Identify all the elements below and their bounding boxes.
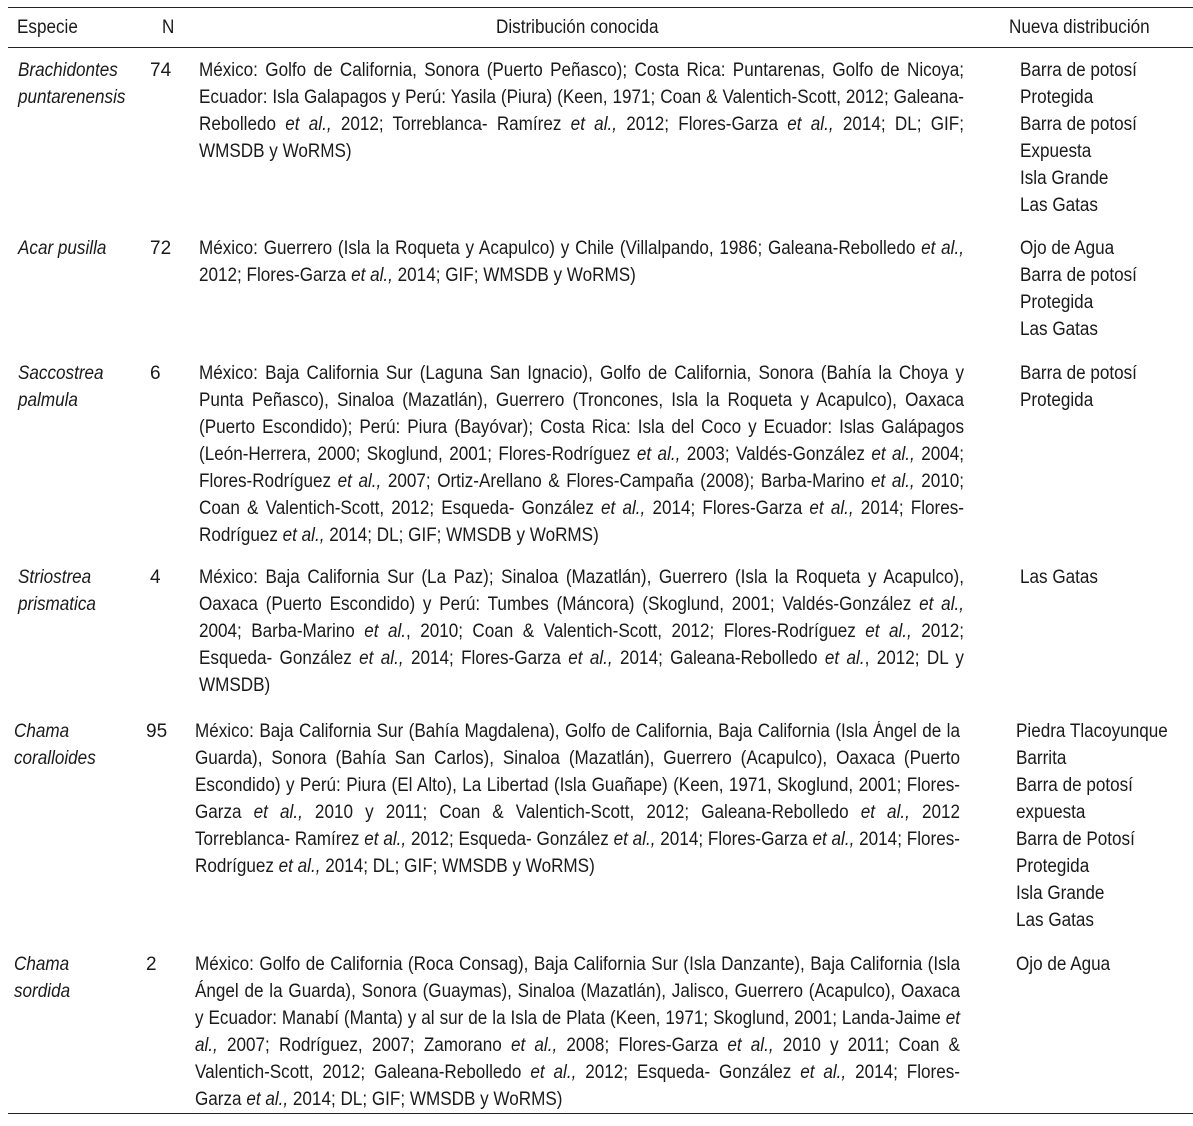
- citation-et-al: et al.,: [246, 1089, 289, 1110]
- distribution-segment: 2007; Ortiz-Arellano & Flores-Campaña (2008); Barba-Marino: [381, 471, 872, 492]
- species-name-line: Chama: [14, 721, 70, 742]
- distribution-segment: 2012; Flores-Garza: [199, 265, 352, 286]
- citation-et-al: et al.,: [570, 114, 618, 135]
- citation-et-al: et al.,: [568, 648, 613, 669]
- distribution-segment: 2012; Esqueda- González: [406, 829, 614, 850]
- citation-et-al: et al.,: [865, 621, 912, 642]
- new-distribution-site: Protegida: [1020, 390, 1094, 411]
- new-distribution-site: Barra de Potosí: [1016, 829, 1135, 850]
- citation-et-al: et al.,: [871, 444, 915, 465]
- distribution-segment: 2014; DL; GIF; WMSDB y WoRMS): [324, 525, 599, 546]
- species-name: [18, 564, 96, 618]
- species-name-line: Acar pusilla: [18, 238, 107, 259]
- species-name: [18, 360, 104, 414]
- citation-et-al: et al.: [824, 648, 865, 669]
- citation-et-al: et al.,: [510, 1035, 558, 1056]
- new-distribution-list: [1020, 564, 1098, 591]
- header-n: N: [162, 17, 175, 38]
- distribution-segment: México: Golfo de California (Roca Consag), Baja California Sur (Isla Danzante), Baja California (Isla Ángel de la Guarda), Sonora (Guaymas), Sinaloa (Mazatlán), Jalisco, Guerrero (Acapulco), Oaxaca y Ecuador: Manabí (Manta) y al sur de la Isla de Plata (Keen, 1971; Skoglund, 2001; Landa-Jaime: [195, 954, 960, 1029]
- citation-et-al: et al.,: [613, 829, 656, 850]
- distribution-segment: 2014; Flores-Garza: [655, 829, 813, 850]
- distribution-segment: 2014; GIF; WMSDB y WoRMS): [392, 265, 636, 286]
- citation-et-al: et al.: [364, 621, 407, 642]
- header-species: Especie: [17, 17, 78, 38]
- citation-et-al: et al.,: [253, 802, 303, 823]
- new-distribution-site: Isla Grande: [1020, 168, 1109, 189]
- citation-et-al: et al.,: [727, 1035, 774, 1056]
- citation-et-al: et al.,: [351, 265, 393, 286]
- distribution-segment: México: Baja California Sur (Bahía Magdalena), Golfo de California, Baja California (Isla Ángel de la Guarda), Sonora (Bahía San Carlos), Sinaloa (Mazatlán), Guerrero (Acapulco), Oaxaca (Puerto Escondido) y Perú: Piura (El Alto), La Libertad (Isla Guañape) (Keen, 1971, Skoglund, 2001; Flores-Garza: [195, 721, 960, 823]
- new-distribution-site: Ojo de Agua: [1020, 238, 1115, 259]
- distribution-segment: 2012; Esqueda- González: [199, 621, 964, 669]
- known-distribution-text: [199, 57, 964, 165]
- distribution-segment: 2004; Flores-Rodríguez: [199, 444, 965, 492]
- new-distribution-site: Barra de potosí: [1020, 363, 1137, 384]
- distribution-segment: 2010 y 2011; Coan & Valentich-Scott, 2012; Galeana-Rebolledo: [195, 1035, 960, 1083]
- distribution-segment: 2012; Torreblanca- Ramírez: [331, 114, 571, 135]
- species-name-line: Striostrea: [18, 567, 92, 588]
- distribution-segment: México: Golfo de California, Sonora (Puerto Peñasco); Costa Rica: Puntarenas, Golfo de Nicoya; Ecuador: Isla Galapagos y Perú: Yasila (Piura) (Keen, 1971; Coan & Valentich-Scott, 2012; Galeana-Rebolledo: [199, 60, 964, 135]
- distribution-segment: 2004; Barba-Marino: [199, 621, 365, 642]
- distribution-segment: 2014; Flores-Garza: [195, 1062, 960, 1110]
- known-distribution-text: [199, 360, 964, 549]
- distribution-segment: 2010; Coan & Valentich-Scott, 2012; Esqueda- González: [199, 471, 964, 519]
- citation-et-al: et al.,: [359, 648, 404, 669]
- new-distribution-list: [1016, 718, 1168, 934]
- citation-et-al: et al.,: [530, 1062, 577, 1083]
- distribution-segment: 2014; Galeana-Rebolledo: [612, 648, 825, 669]
- species-name: [18, 235, 106, 262]
- citation-et-al: et al.,: [364, 829, 407, 850]
- citation-et-al: et al.,: [919, 594, 964, 615]
- species-name-line: palmula: [18, 390, 78, 411]
- citation-et-al: et al.,: [337, 471, 382, 492]
- citation-et-al: et al.,: [809, 498, 854, 519]
- new-distribution-site: Protegida: [1020, 87, 1094, 108]
- new-distribution-site: Las Gatas: [1020, 195, 1098, 216]
- distribution-segment: 2014; Flores-Rodríguez: [195, 829, 960, 877]
- citation-et-al: et al.,: [285, 114, 332, 135]
- new-distribution-site: Barra de potosí: [1020, 60, 1137, 81]
- citation-et-al: et al.,: [921, 238, 964, 259]
- distribution-segment: 2010 y 2011; Coan & Valentich-Scott, 2012; Galeana-Rebolledo: [302, 802, 861, 823]
- new-distribution-site: expuesta: [1016, 802, 1086, 823]
- citation-et-al: et al.,: [636, 444, 681, 465]
- header-new-distribution: Nueva distribución: [1009, 17, 1150, 38]
- new-distribution-site: Barra de potosí: [1020, 114, 1137, 135]
- table-top-rule: [8, 7, 1193, 8]
- distribution-segment: 2012 Torreblanca- Ramírez: [195, 802, 961, 850]
- species-name: [14, 718, 96, 772]
- new-distribution-site: Las Gatas: [1020, 567, 1098, 588]
- citation-et-al: et al.,: [601, 498, 646, 519]
- new-distribution-site: Protegida: [1016, 856, 1090, 877]
- species-name: [18, 57, 125, 111]
- citation-et-al: et al.,: [800, 1062, 847, 1083]
- citation-et-al: et al.,: [195, 1008, 960, 1056]
- specimen-count: 6: [150, 363, 161, 384]
- citation-et-al: et al.,: [812, 829, 855, 850]
- new-distribution-list: [1020, 235, 1137, 343]
- distribution-segment: 2012; Flores-Garza: [617, 114, 788, 135]
- specimen-count: 2: [146, 954, 157, 975]
- new-distribution-site: Barra de potosí: [1016, 775, 1133, 796]
- distribution-segment: , 2010; Coan & Valentich-Scott, 2012; Flores-Rodríguez: [406, 621, 866, 642]
- citation-et-al: et al.,: [282, 525, 325, 546]
- specimen-count: 72: [150, 238, 172, 259]
- new-distribution-list: [1020, 57, 1137, 219]
- distribution-segment: 2014; DL; GIF; WMSDB y WoRMS): [288, 1089, 563, 1110]
- distribution-segment: 2008; Flores-Garza: [557, 1035, 728, 1056]
- citation-et-al: et al.,: [278, 856, 321, 877]
- species-name-line: prismatica: [18, 594, 96, 615]
- distribution-segment: 2003; Valdés-González: [680, 444, 872, 465]
- new-distribution-site: Las Gatas: [1016, 910, 1094, 931]
- citation-et-al: et al.,: [860, 802, 910, 823]
- header-rule: [8, 47, 1193, 48]
- specimen-count: 95: [146, 721, 168, 742]
- header-known-distribution: Distribución conocida: [496, 17, 659, 38]
- distribution-segment: 2007; Rodríguez, 2007; Zamorano: [217, 1035, 511, 1056]
- citation-et-al: et al.,: [787, 114, 834, 135]
- new-distribution-site: Protegida: [1020, 292, 1094, 313]
- distribution-segment: México: Baja California Sur (Laguna San Ignacio), Golfo de California, Sonora (Bahía la Choya y Punta Peñasco), Sinaloa (Mazatlán), Guerrero (Troncones, Isla la Roqueta y Acapulco), Oaxaca (Puerto Escondido); Perú: Piura (Bayóvar); Costa Rica: Isla del Coco y Ecuador: Islas Galápagos (León-Herrera, 2000; Skoglund, 2001; Flores-Rodríguez: [199, 363, 964, 465]
- new-distribution-site: Ojo de Agua: [1016, 954, 1111, 975]
- citation-et-al: et al.,: [871, 471, 915, 492]
- specimen-count: 4: [150, 567, 161, 588]
- species-name-line: Brachidontes: [18, 60, 118, 81]
- new-distribution-site: Las Gatas: [1020, 319, 1098, 340]
- new-distribution-site: Isla Grande: [1016, 883, 1105, 904]
- distribution-segment: 2014; Flores-Garza: [403, 648, 569, 669]
- distribution-segment: 2014; DL; GIF; WMSDB y WoRMS): [320, 856, 595, 877]
- new-distribution-site: Barra de potosí: [1020, 265, 1137, 286]
- species-name: [14, 951, 70, 1005]
- known-distribution-text: [195, 718, 960, 880]
- new-distribution-site: Barrita: [1016, 748, 1067, 769]
- species-name-line: Chama: [14, 954, 70, 975]
- known-distribution-text: [199, 564, 964, 699]
- species-name-line: coralloides: [14, 748, 96, 769]
- new-distribution-list: [1016, 951, 1110, 978]
- distribution-segment: México: Baja California Sur (La Paz); Sinaloa (Mazatlán), Guerrero (Isla la Roqueta y Acapulco), Oaxaca (Puerto Escondido) y Perú: Tumbes (Máncora) (Skoglund, 2001; Valdés-González: [199, 567, 964, 615]
- distribution-segment: , 2012; DL y WMSDB): [199, 648, 964, 696]
- new-distribution-site: Expuesta: [1020, 141, 1092, 162]
- distribution-segment: México: Guerrero (Isla la Roqueta y Acapulco) y Chile (Villalpando, 1986; Galeana-Rebolledo: [199, 238, 922, 259]
- known-distribution-text: [199, 235, 964, 289]
- species-name-line: Saccostrea: [18, 363, 104, 384]
- distribution-segment: 2014; DL; GIF; WMSDB y WoRMS): [199, 114, 964, 162]
- distribution-segment: 2014; Flores-Rodríguez: [199, 498, 964, 546]
- new-distribution-site: Piedra Tlacoyunque: [1016, 721, 1168, 742]
- specimen-count: 74: [150, 60, 172, 81]
- species-name-line: puntarenensis: [18, 87, 126, 108]
- distribution-segment: 2012; Esqueda- González: [576, 1062, 801, 1083]
- table-bottom-rule: [8, 1113, 1193, 1114]
- new-distribution-list: [1020, 360, 1137, 414]
- known-distribution-text: [195, 951, 960, 1113]
- distribution-segment: 2014; Flores-Garza: [645, 498, 810, 519]
- species-name-line: sordida: [14, 981, 71, 1002]
